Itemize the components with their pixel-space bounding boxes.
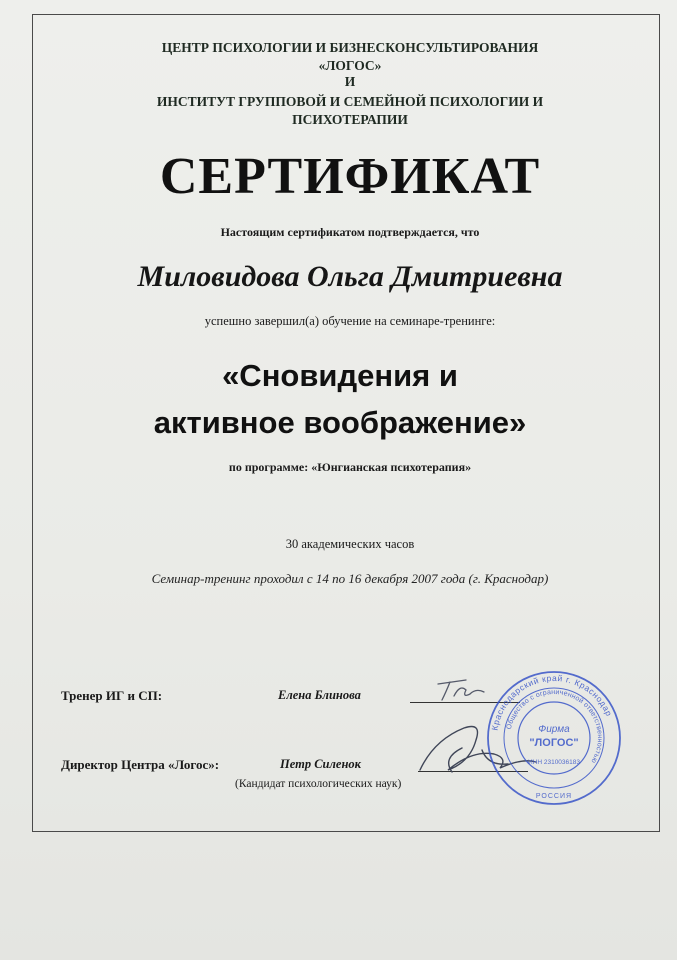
organization-line-1: ЦЕНТР ПСИХОЛОГИИ И БИЗНЕСКОНСУЛЬТИРОВАНИЯ: [161, 40, 539, 55]
dates-text: Семинар-тренинг проходил с 14 по 16 декабря 2007 года (г. Краснодар): [151, 571, 549, 586]
trainer-label: Тренер ИГ и СП:: [61, 688, 163, 703]
confirmation-text: Настоящим сертификатом подтверждается, что: [220, 225, 480, 239]
stamp-firm-name: "ЛОГОС": [529, 737, 579, 749]
director-name: Петр Силенок: [280, 757, 361, 771]
director-degree: (Кандидат психологических наук): [235, 778, 402, 790]
stamp-outer-text: Краснодарский край г. Краснодар: [489, 672, 615, 732]
course-title-line-1: «Сновидения и: [222, 358, 458, 393]
organization-line-3: И: [344, 74, 356, 89]
stamp-inner-text: Общество с ограниченной ответственностью: [505, 688, 604, 765]
stamp-country: РОССИЯ: [535, 793, 573, 800]
program-text: по программе: «Юнгианская психотерапия»: [228, 460, 472, 474]
stamp-firm-label: Фирма: [538, 724, 570, 735]
organization-line-2: «ЛОГОС»: [318, 58, 382, 73]
company-stamp: [484, 668, 624, 808]
completion-text: успешно завершил(а) обучение на семинаре-тренинге:: [204, 314, 496, 328]
course-title-line-2: активное воображение»: [153, 405, 527, 440]
stamp-inn: ИНН 2310036183: [527, 759, 581, 766]
trainer-name: Елена Блинова: [278, 688, 361, 702]
course-title: [40, 352, 640, 446]
director-label: Директор Центра «Логос»:: [61, 757, 220, 772]
organization-line-4: ИНСТИТУТ ГРУППОВОЙ И СЕМЕЙНОЙ ПСИХОЛОГИИ И: [156, 94, 544, 109]
organization-line-5: ПСИХОТЕРАПИИ: [292, 112, 408, 127]
certificate-title: СЕРТИФИКАТ: [159, 148, 541, 205]
hours-text: 30 академических часов: [285, 537, 415, 551]
recipient-name: Миловидова Ольга Дмитриевна: [137, 260, 563, 293]
